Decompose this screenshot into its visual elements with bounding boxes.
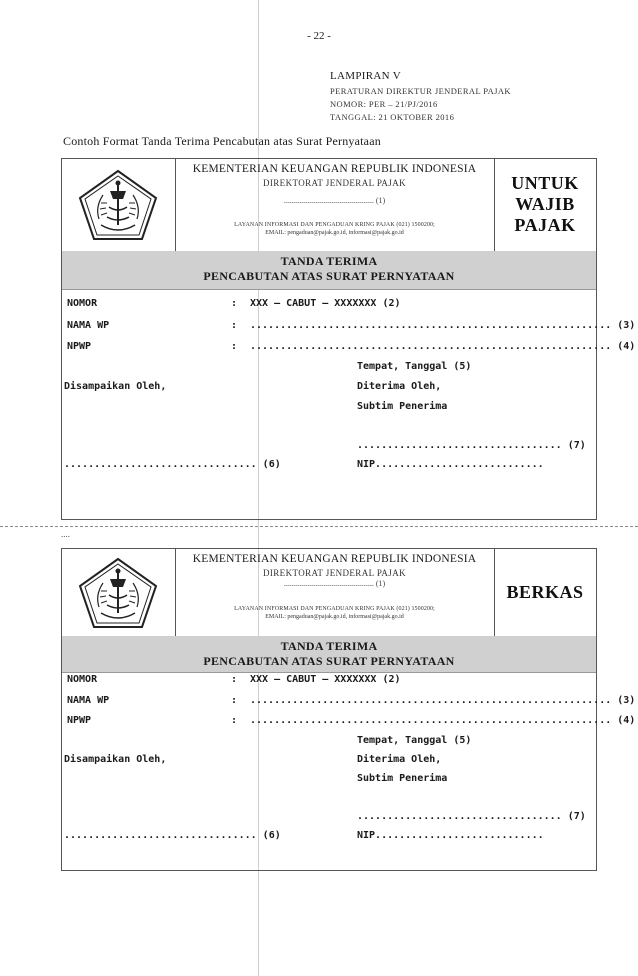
nomor-value: XXX – CABUT – XXXXXXX (2) [250,298,401,309]
ministry-emblem-icon [77,169,159,241]
lampiran-date: TANGGAL: 21 OKTOBER 2016 [330,112,455,122]
title-band [62,636,596,673]
directorate-name: DIREKTORAT JENDERAL PAJAK [262,568,406,578]
email-line: EMAIL: pengaduan@pajak.go.id, informasi@pajak.go.id [265,230,404,236]
header-center [175,159,495,251]
npwp-label: NPWP [67,715,92,726]
unit-blank: ............................................. (1) [283,196,386,205]
cut-line-dots: .... [61,529,70,539]
ministry-name: KEMENTERIAN KEUANGAN REPUBLIK INDONESIA [192,163,477,175]
npwp-label: NPWP [67,341,92,352]
copy-label [494,173,596,236]
receiving-subteam: Subtim Penerima [357,401,448,412]
copy-label: BERKAS [506,582,584,602]
receiving-subteam: Subtim Penerima [357,773,448,784]
title-band [62,251,596,290]
received-by: Diterima Oleh, [357,381,442,392]
copy-label-line: PAJAK [514,215,576,235]
page-number: - 22 - [307,30,331,42]
lampiran-title: LAMPIRAN V [330,70,401,82]
place-date: Tempat, Tanggal (5) [357,735,472,746]
ministry-emblem-icon [77,557,159,629]
nomor-label: NOMOR [67,674,98,685]
nomor-colon: : [231,674,238,685]
header-center [175,549,495,636]
npwp-colon: : [231,341,238,352]
npwp-colon: : [231,715,238,726]
nomor-colon: : [231,298,238,309]
receiver-signature-field: .................................. (7) [357,811,586,822]
service-line: LAYANAN INFORMASI DAN PENGADUAN KRING PAJAK (021) 1500200; [234,222,435,228]
form-subtitle: PENCABUTAN ATAS SURAT PERNYATAAN [203,654,455,668]
lampiran-number: NOMOR: PER – 21/PJ/2016 [330,99,438,109]
lampiran-regulation: PERATURAN DIREKTUR JENDERAL PAJAK [330,86,511,96]
copy-label-cell [494,159,596,251]
nomor-value: XXX – CABUT – XXXXXXX (2) [250,674,401,685]
page-caption: Contoh Format Tanda Terima Pencabutan atas Surat Pernyataan [63,134,381,148]
logo-cell [62,549,176,636]
copy-label-line: UNTUK [511,173,579,193]
receiver-signature-field: .................................. (7) [357,440,586,451]
unit-blank: ............................................. (1) [283,579,386,588]
logo-cell [62,159,176,251]
npwp-field: ............................................................ (4) [250,341,636,352]
form-title: TANDA TERIMA [280,254,378,268]
submitted-by: Disampaikan Oleh, [64,381,167,392]
receipt-form-file [61,548,636,871]
nip-field: NIP............................ [357,459,544,470]
receipt-form-taxpayer [61,158,636,520]
nama-wp-field: ............................................................ (3) [250,320,636,331]
form-header [62,549,596,637]
nip-field: NIP............................ [357,830,544,841]
submitter-signature-field: ................................ (6) [64,830,281,841]
place-date: Tempat, Tanggal (5) [357,361,472,372]
npwp-field: ............................................................ (4) [250,715,636,726]
directorate-name: DIREKTORAT JENDERAL PAJAK [262,178,406,188]
nama-wp-colon: : [231,695,238,706]
form-header [62,159,596,252]
email-line: EMAIL: pengaduan@pajak.go.id, informasi@pajak.go.id [265,614,404,620]
copy-label-line: WAJIB [515,194,575,214]
ministry-name: KEMENTERIAN KEUANGAN REPUBLIK INDONESIA [192,553,477,565]
nama-wp-label: NAMA WP [67,695,110,706]
submitted-by: Disampaikan Oleh, [64,754,167,765]
nama-wp-colon: : [231,320,238,331]
submitter-signature-field: ................................ (6) [64,459,281,470]
nama-wp-label: NAMA WP [67,320,110,331]
received-by: Diterima Oleh, [357,754,442,765]
nomor-label: NOMOR [67,298,98,309]
form-subtitle: PENCABUTAN ATAS SURAT PERNYATAAN [203,269,455,283]
form-title: TANDA TERIMA [280,639,378,653]
copy-label-cell [494,549,596,636]
service-line: LAYANAN INFORMASI DAN PENGADUAN KRING PAJAK (021) 1500200; [234,606,435,612]
nama-wp-field: ............................................................ (3) [250,695,636,706]
cut-line [0,526,638,527]
